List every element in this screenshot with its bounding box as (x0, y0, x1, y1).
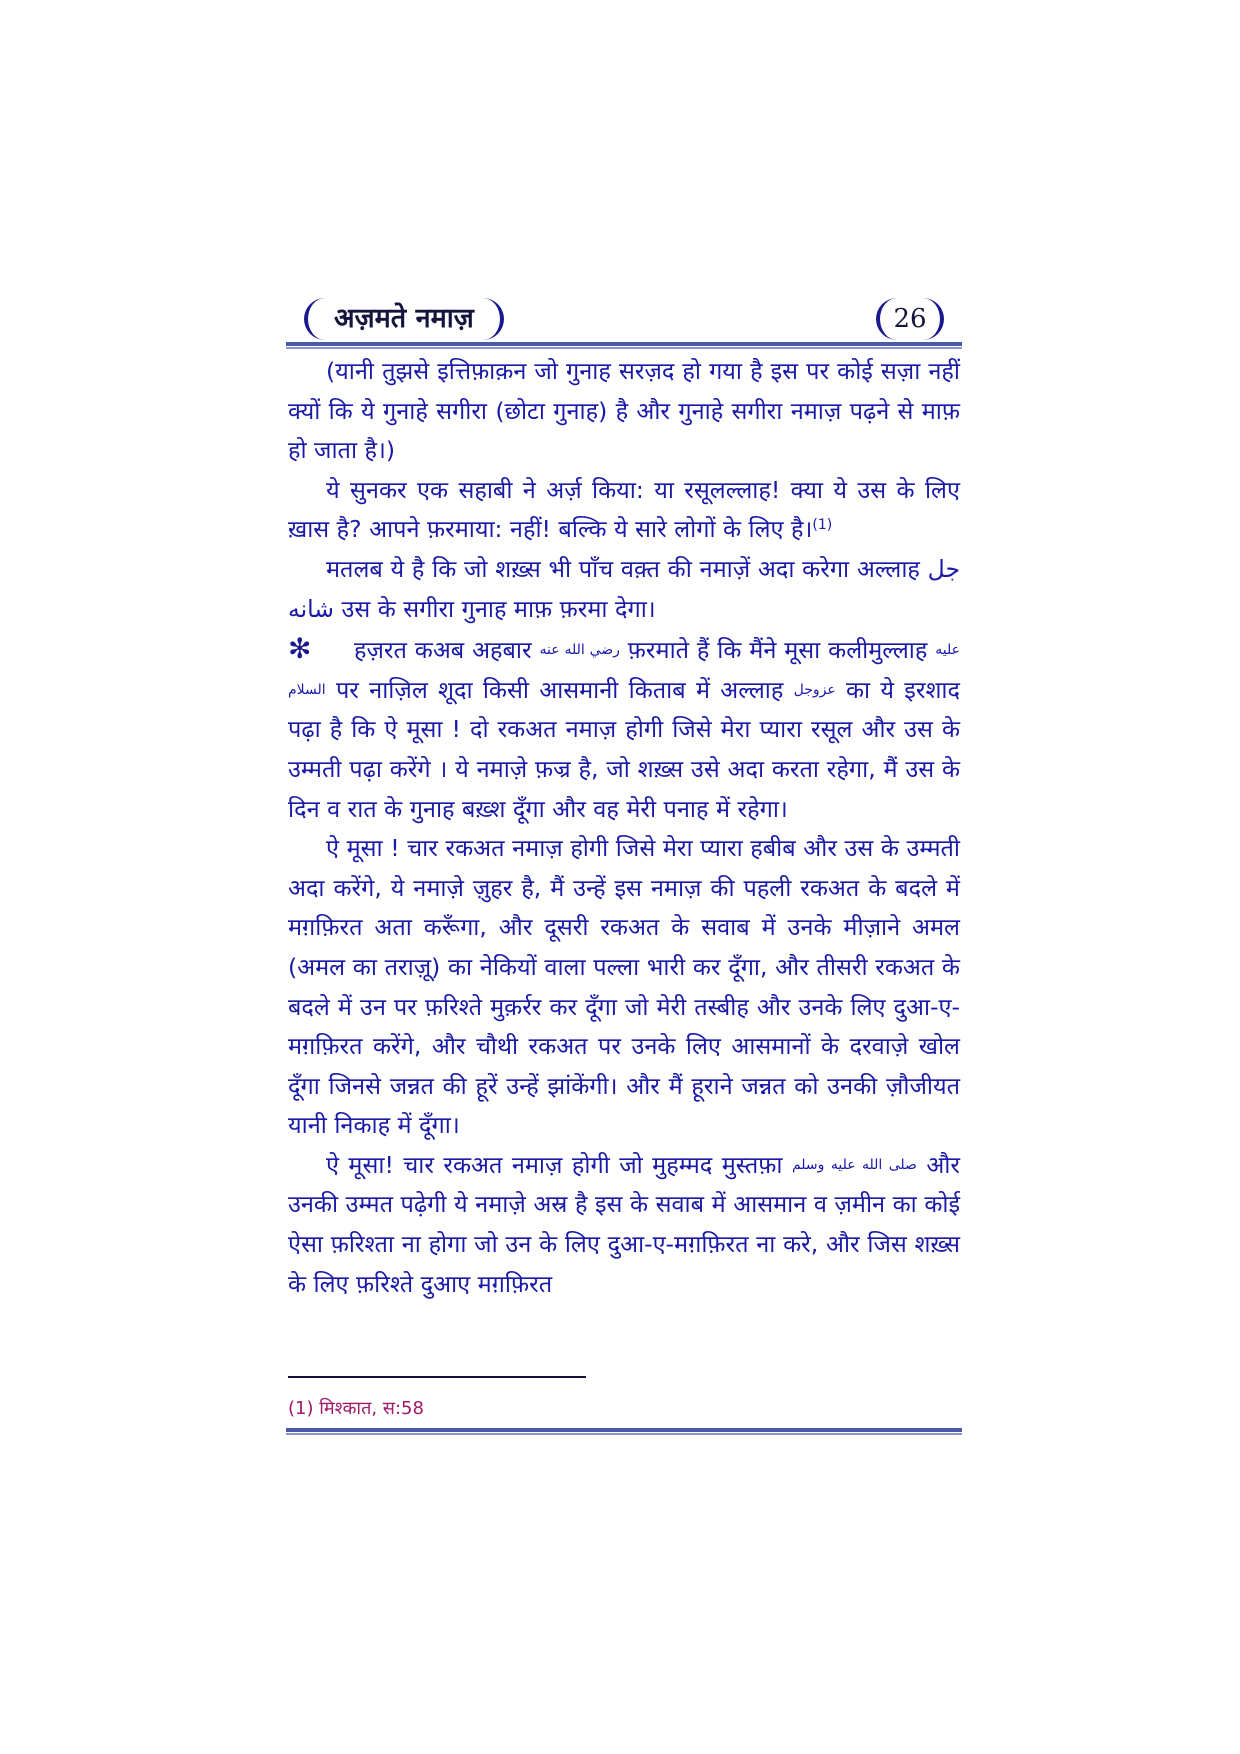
paragraph-text: ऐ मूसा! चार रकअत नमाज़ होगी जो मुहम्मद मुस्तफ़ा (326, 1150, 783, 1179)
paragraph-text: पर नाज़िल शूदा किसी आसमानी किताब में अल्लाह (335, 675, 784, 704)
paragraph (288, 1146, 960, 1304)
paragraph-text: ऐ मूसा ! चार रकअत नमाज़ होगी जिसे मेरा प्यारा हबीब और उस के उम्मती अदा करेंगे, ये नमाज़े ज़ुहर है, मैं उन्हें इस नमाज़ की पहली रकअत के बदले में मग़फ़िरत अता करूँगा, और दूसरी रकअत के सवाब में उनके मीज़ाने अमल (अमल का तराज़ू) का नेकियों वाला पल्ला भारी कर दूँगा, और तीसरी रकअत के बदले में उन पर फ़रिश्ते मुक़र्रर कर दूँगा जो मेरी तस्बीह और उनके लिए दुआ-ए-मग़फ़िरत करेंगे, और चौथी रकअत पर उनके लिए आसमानों के दरवाज़े खोल दूँगा जिनसे जन्नत की हूरें उन्हें झांकेंगी। और मैं हूराने जन्नत को उनकी ज़ौजीयत यानी निकाह में दूँगा। (288, 834, 960, 1140)
paragraph (288, 352, 960, 471)
paragraph-text: और उनकी उम्मत पढ़ेगी ये नमाज़े अस्र है इस के सवाब में आसमान व ज़मीन का कोई ऐसा फ़रिश्ता ना होगा जो उन के लिए दुआ-ए-मग़फ़िरत ना करे, और जिस शख़्स के लिए फ़रिश्ते दुआए मग़फ़िरत (288, 1150, 960, 1298)
footnote-divider (288, 1376, 586, 1378)
paragraph (288, 629, 960, 829)
honorific-glyph: رضي الله عنه (539, 642, 620, 659)
header-divider-thin (286, 347, 962, 349)
paragraph-text: फ़रमाते हैं कि मैंने मूसा कलीमुल्लाह (627, 636, 928, 665)
body-text (288, 352, 960, 1304)
footnote: (1) मिश्कात, स:58 (288, 1398, 424, 1419)
flower-bullet-icon: ✻ (288, 632, 312, 666)
footnote-reference[interactable]: (1) (812, 517, 833, 534)
paragraph-text: हज़रत कअब अहबार (354, 636, 532, 665)
paragraph-text: मतलब ये है कि जो शख़्स भी पाँच वक़्त की नमाज़ें अदा करेगा अल्लाह (326, 554, 920, 583)
honorific-glyph: عليه السلام (288, 642, 960, 698)
book-title: अज़मते नमाज़ (304, 298, 504, 340)
paragraph-text: का ये इरशाद पढ़ा है कि ऐ मूसा ! दो रकअत नमाज़ होगी जिसे मेरा प्यारा रसूल और उस के उम्मती पढ़ा करेंगे । ये नमाज़े फ़ज्र है, जो शख़्स उसे अदा करता रहेगा, मैं उस के दिन व रात के गुनाह बख़्श दूँगा और वह मेरी पनाह में रहेगा। (288, 675, 960, 823)
honorific-glyph: عزوجل (793, 681, 836, 698)
paragraph (288, 829, 960, 1146)
footer-divider-thin (286, 1433, 962, 1435)
paragraph-text: ये सुनकर एक सहाबी ने अर्ज़ किया: या रसूलल्लाह! क्या ये उस के लिए ख़ास है? आपने फ़रमाया: नहीं! बल्कि ये सारे लोगों के लिए है। (288, 475, 960, 544)
page-number: 26 (876, 298, 944, 340)
page-header (286, 298, 962, 346)
paragraph (288, 471, 960, 550)
paragraph-text: (यानी तुझसे इत्तिफ़ाक़न जो गुनाह सरज़द हो गया है इस पर कोई सज़ा नहीं क्यों कि ये गुनाहे सगीरा (छोटा गुनाह) है और गुनाहे सगीरा नमाज़ पढ़ने से माफ़ हो जाता है।) (288, 357, 960, 465)
footer-divider (286, 1428, 962, 1432)
honorific-glyph: صلى الله عليه وسلم (791, 1156, 917, 1173)
paragraph-text: उस के सगीरा गुनाह माफ़ फ़रमा देगा। (341, 594, 656, 623)
arabic-phrase: جل شانه (288, 554, 960, 623)
paragraph (288, 550, 960, 629)
header-divider (286, 342, 962, 346)
